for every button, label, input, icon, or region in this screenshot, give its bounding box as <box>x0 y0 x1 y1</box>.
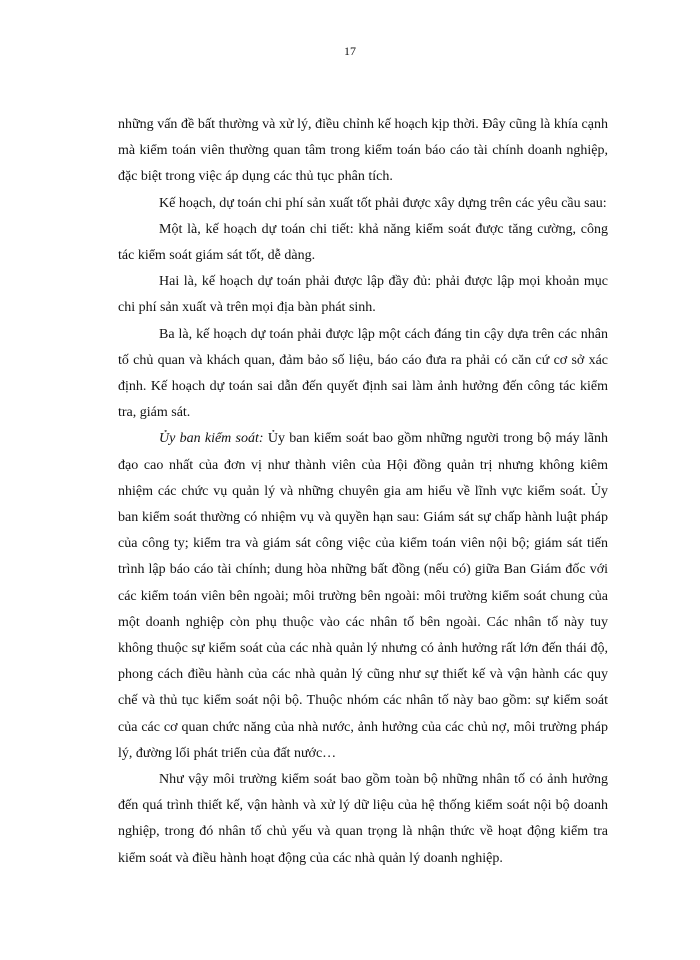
paragraph-continuation: những vấn đề bất thường và xử lý, điều chỉnh kế hoạch kịp thời. Đây cũng là khía cạnh mà kiểm toán viên thường quan tâm trong kiểm toán báo cáo tài chính doanh nghiệp, đặc biệt trong việc áp dụng các thủ tục phân tích. <box>118 117 608 185</box>
page-number: 17 <box>344 44 356 58</box>
paragraph-plan-requirements: Kế hoạch, dự toán chi phí sản xuất tốt phải được xây dựng trên các yêu cầu sau: <box>159 195 607 211</box>
paragraph-requirement-one: Một là, kế hoạch dự toán chi tiết: khả năng kiểm soát được tăng cường, công tác kiểm soát giám sát tốt, dễ dàng. <box>118 221 608 264</box>
paragraph-requirement-two: Hai là, kế hoạch dự toán phải được lập đầy đủ: phải được lập mọi khoản mục chi phí sản xuất và trên mọi địa bàn phát sinh. <box>118 274 608 316</box>
paragraph-conclusion: Như vậy môi trường kiểm soát bao gồm toàn bộ những nhân tố có ảnh hưởng đến quá trình thiết kế, vận hành và xử lý dữ liệu của hệ thống kiểm soát nội bộ doanh nghiệp, trong đó nhân tố chủ yếu và quan trọng là nhận thức về hoạt động kiểm tra kiểm soát và điều hành hoạt động của các nhà quản lý doanh nghiệp. <box>118 772 608 866</box>
control-committee-term: Ủy ban kiểm soát: <box>159 431 264 447</box>
document-body <box>118 112 608 872</box>
control-committee-text: Ủy ban kiểm soát bao gồm những người trong bộ máy lãnh đạo cao nhất của đơn vị như thành viên của Hội đồng quản trị nhưng không kiêm nhiệm các chức vụ quản lý và những chuyên gia am hiểu về lĩnh vực kiểm soát. Ủy ban kiểm soát thường có nhiệm vụ và quyền hạn sau: Giám sát sự chấp hành luật pháp của công ty; kiểm tra và giám sát công việc của kiểm toán viên nội bộ; giám sát tiến trình lập báo cáo tài chính; dung hòa những bất đồng (nếu có) giữa Ban Giám đốc với các kiểm toán viên bên ngoài; môi trường bên ngoài: môi trường kiểm soát chung của một doanh nghiệp còn phụ thuộc vào các nhân tố bên ngoài. Các nhân tố này tuy không thuộc sự kiểm soát của các nhà quản lý nhưng có ảnh hưởng rất lớn đến thái độ, phong cách điều hành của các nhà quản lý cũng như sự thiết kế và vận hành các quy chế và thủ tục kiểm soát nội bộ. Thuộc nhóm các nhân tố này bao gồm: sự kiểm soát của các cơ quan chức năng của nhà nước, ảnh hưởng của các chủ nợ, môi trường pháp lý, đường lối phát triển của đất nước… <box>118 431 608 761</box>
paragraph-control-committee <box>118 426 608 767</box>
paragraph-requirement-three: Ba là, kế hoạch dự toán phải được lập một cách đáng tin cậy dựa trên các nhân tố chủ quan và khách quan, đảm bảo số liệu, báo cáo đưa ra phải có căn cứ cơ sở xác định. Kế hoạch dự toán sai dẫn đến quyết định sai làm ảnh hưởng đến công tác kiểm tra, giám sát. <box>118 326 608 421</box>
